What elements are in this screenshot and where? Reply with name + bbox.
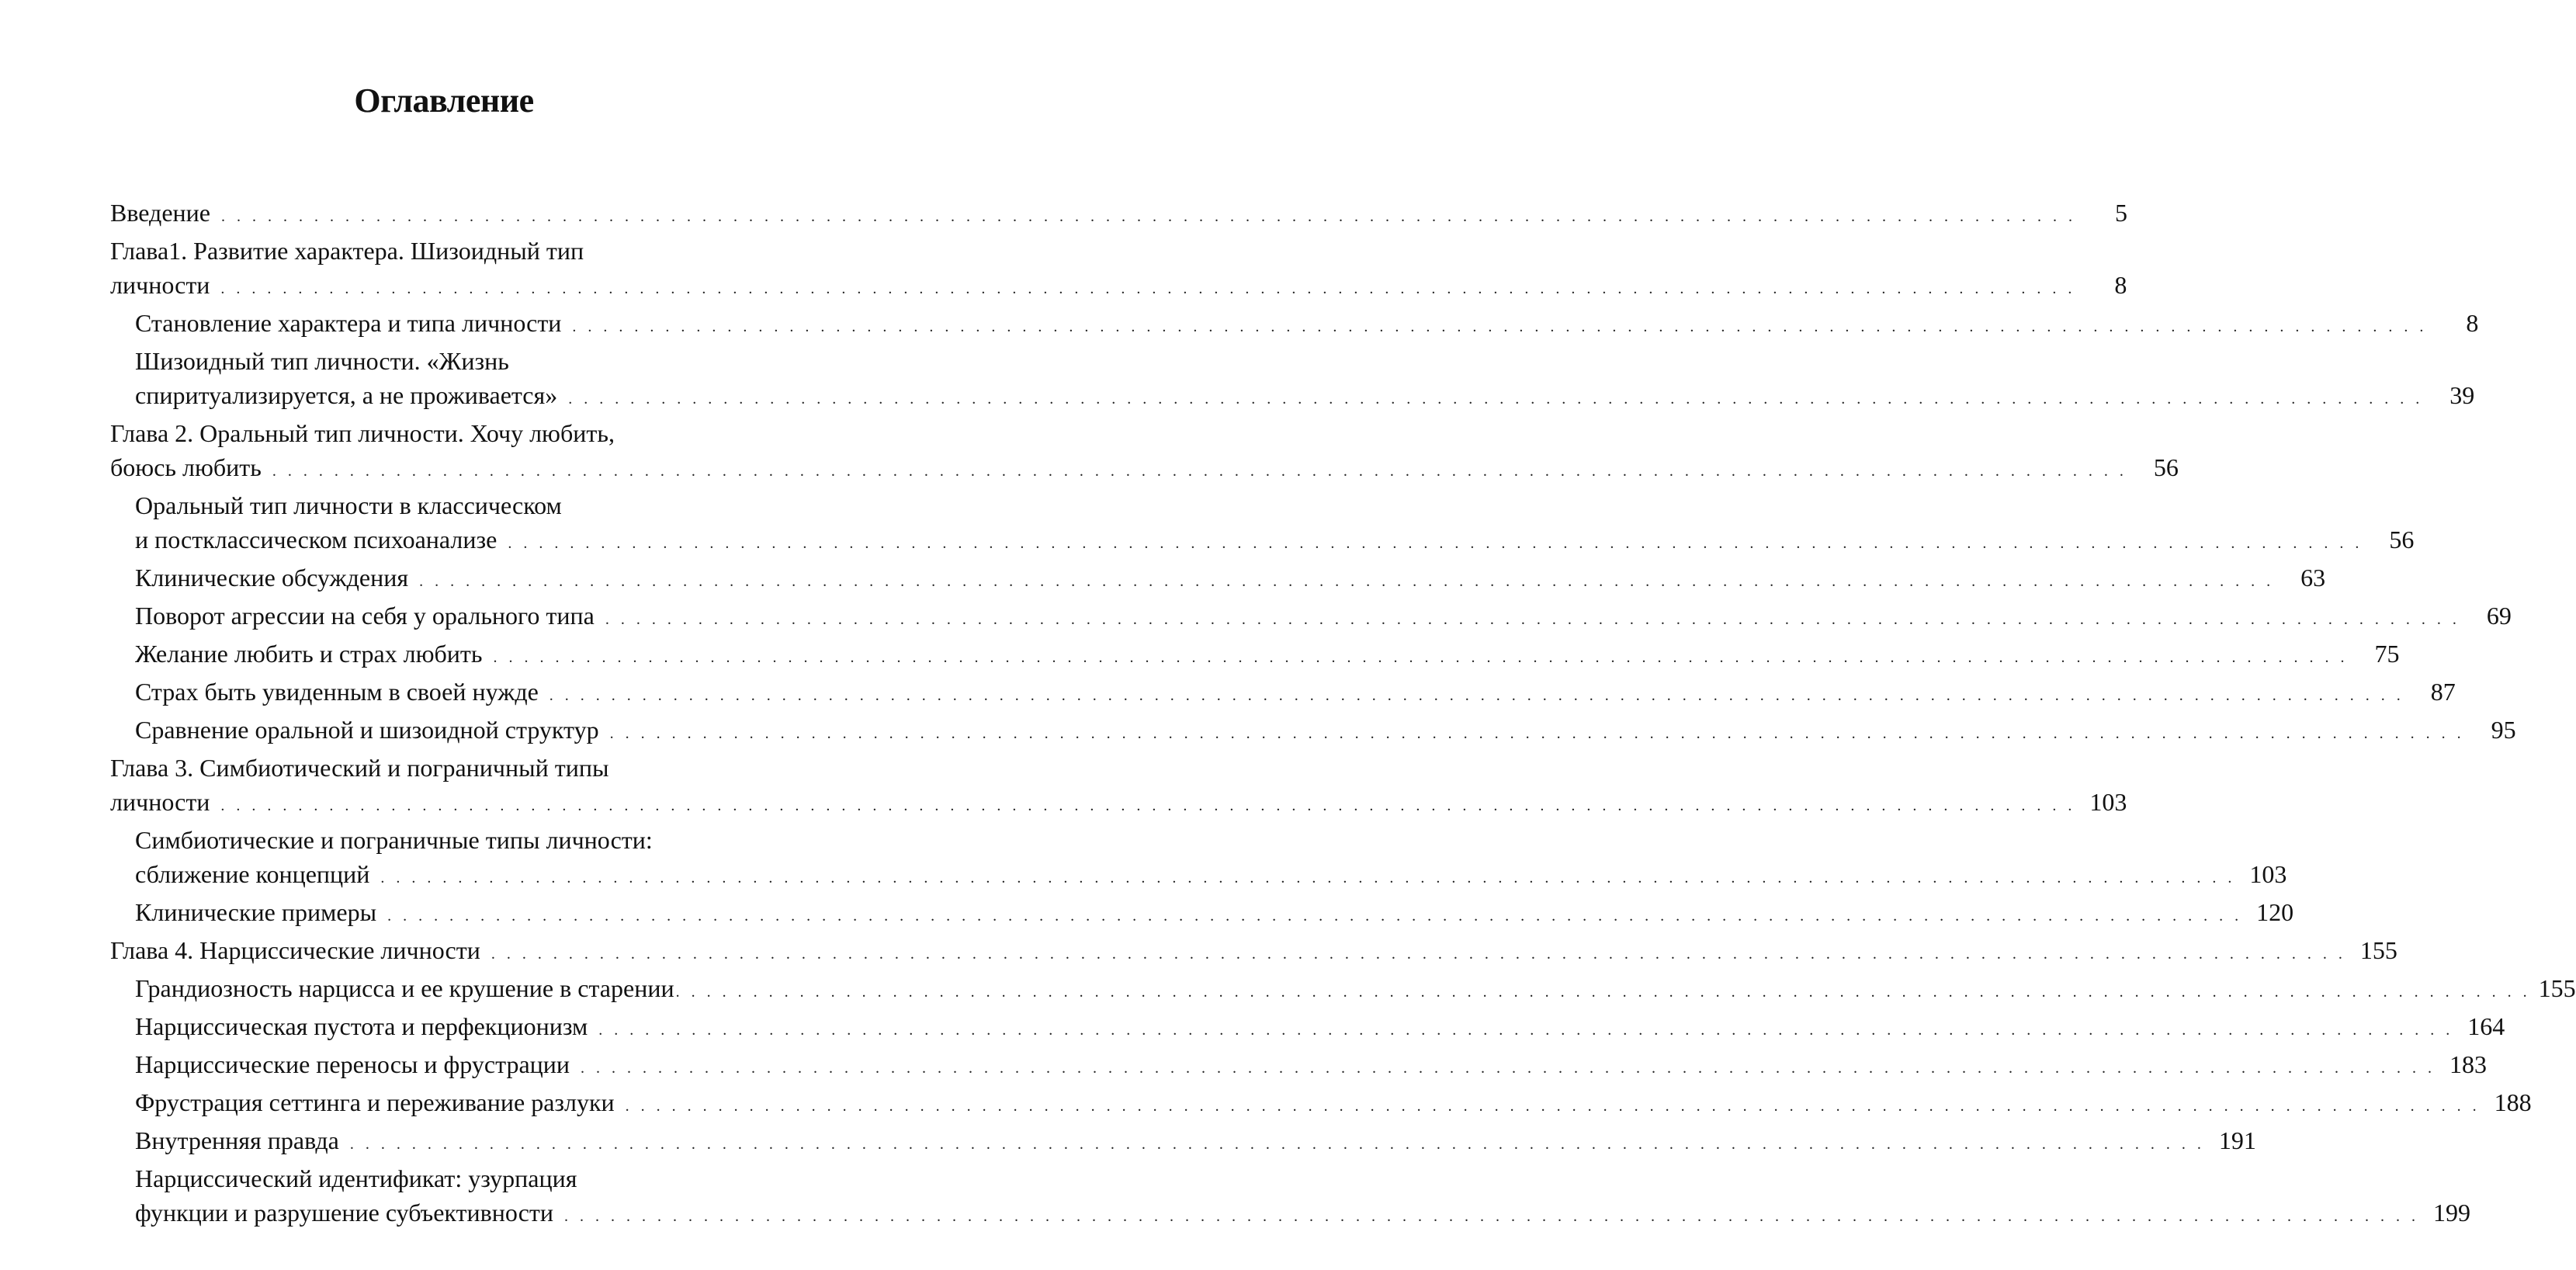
dot-leader: . . . . . . . . . . . . . . . . . . . . . . . . . . . . . . . . . . . . . . . . . . . . . . . . . . . . . . . . . . . . . . . . . . . . . . . . . . . . . . . . . . . . . . . . . . . . . . . . . . . . . . . . . . . . . . . . . . . . . . . . (572, 318, 2428, 335)
toc-page-number: 8 (2114, 271, 2127, 299)
toc-page-number: 39 (2449, 381, 2475, 409)
toc-subsection-entry (110, 1047, 2488, 1085)
page-title: Оглавление (354, 82, 534, 120)
dot-leader: . . . . . . . . . . . . . . . . . . . . . . . . . . . . . . . . . . . . . . . . . . . . . . . . . . . . . . . . . . . . . . . . . . . . . . . . . . . . . . . . . . . . . . . . . . . . . . . . . . . . . . . . . . . . . . . . . . . . . . . . (493, 649, 2349, 666)
toc-entry-title: Поворот агрессии на себя у орального типа (135, 602, 595, 630)
toc-chapter-entry (110, 234, 2127, 306)
toc-entry-title: Становление характера и типа личности (135, 309, 562, 337)
toc-subsection-entry (110, 1085, 2532, 1123)
toc-chapter-entry (110, 416, 2179, 488)
toc-page-number: 63 (2300, 564, 2326, 592)
toc-subsection-entry (110, 971, 2576, 1009)
toc-page-number: 155 (2359, 936, 2397, 964)
dot-leader: . . . . . . . . . . . . . . . . . . . . . . . . . . . . . . . . . . . . . . . . . . . . . . . . . . . . . . . . . . . . . . . . . . . . . . . . . . . . . . . . . . . . . . . . . . . . . . . . . . . . . . . . . . . . . . . . . . . . . . . . (549, 687, 2404, 704)
toc-page-number: 199 (2433, 1199, 2470, 1227)
toc-entry-title: Нарциссическая пустота и перфекционизм (135, 1012, 588, 1040)
dot-leader: . . . . . . . . . . . . . . . . . . . . . . . . . . . . . . . . . . . . . . . . . . . . . . . . . . . . . . . . . . . . . . . . . . . . . . . . . . . . . . . . . . . . . . . . . . . . . . . . . . . . . . . . . . . . . . . . . . . . . . . . (272, 463, 2127, 480)
toc-entry-title-line: Шизоидный тип личности. «Жизнь (135, 347, 509, 375)
toc-page-number: 75 (2374, 640, 2400, 668)
toc-subsection-entry (110, 675, 2456, 713)
toc-page-number: 69 (2486, 602, 2512, 630)
toc-page-number: 155 (2538, 974, 2576, 1002)
toc-page-number: 120 (2256, 898, 2294, 926)
toc-entry-title-line: Нарциссический идентификат: узурпация (135, 1164, 577, 1192)
toc-entry-title: Клинические обсуждения (135, 564, 409, 592)
toc-page-number: 183 (2449, 1050, 2488, 1078)
toc-page-number: 56 (2389, 526, 2415, 553)
toc-page-number: 103 (2089, 788, 2127, 816)
toc-entry-title: Введение (110, 199, 210, 227)
toc-page-number: 188 (2494, 1088, 2532, 1116)
toc-entry-title: боюсь любить (110, 453, 262, 481)
toc-page-number: 164 (2467, 1012, 2505, 1040)
toc-entry-title: сближение концепций (135, 860, 370, 888)
toc-page-number: 191 (2218, 1126, 2256, 1154)
dot-leader: . . . . . . . . . . . . . . . . . . . . . . . . . . . . . . . . . . . . . . . . . . . . . . . . . . . . . . . . . . . . . . . . . . . . . . . . . . . . . . . . . . . . . . . . . . . . . . . . . . . . . . . . . . . . . . . . . . . . . . . . (380, 869, 2236, 887)
toc-entry-title: личности (110, 788, 210, 816)
toc-entry-title-line: Симбиотические и пограничные типы личности: (135, 826, 653, 854)
dot-leader: . . . . . . . . . . . . . . . . . . . . . . . . . . . . . . . . . . . . . . . . . . . . . . . . . . . . . . . . . . . . . . . . . . . . . . . . . . . . . . . . . . . . . . . . . . . . . . . . . . . . . . . . . . . . . . . . . . . . . . . . (609, 725, 2465, 742)
toc-entry-title: Нарциссические переносы и фрустрации (135, 1050, 570, 1078)
dot-leader: . . . . . . . . . . . . . . . . . . . . . . . . . . . . . . . . . . . . . . . . . . . . . . . . . . . . . . . . . . . . . . . . . . . . . . . . . . . . . . . . . . . . . . . . . . . . . . . . . . . . . . . . . . . . . . . . . . . . . . . . (491, 946, 2346, 963)
dot-leader: . . . . . . . . . . . . . . . . . . . . . . . . . . . . . . . . . . . . . . . . . . . . . . . . . . . . . . . . . . . . . . . . . . . . . . . . . . . . . . . . . . . . . . . . . . . . . . . . . . . . . . . . . . . . . . . . . . . . . . . . (508, 535, 2363, 552)
dot-leader: . . . . . . . . . . . . . . . . . . . . . . . . . . . . . . . . . . . . . . . . . . . . . . . . . . . . . . . . . . . . . . . . . . . . . . . . . . . . . . . . . . . . . . . . . . . . . . . . . . . . . . . . . . . . . . . . . . . . . . . . (675, 984, 2531, 1001)
toc-entry-title-line: Оральный тип личности в классическом (135, 491, 562, 519)
toc-entry-title-line: Глава1. Развитие характера. Шизоидный тип (110, 237, 584, 265)
toc-page-number: 8 (2466, 309, 2479, 337)
toc-subsection-entry (110, 306, 2479, 344)
toc-subsection-entry (110, 1161, 2470, 1234)
toc-entry-title-line: Глава 3. Симбиотический и пограничный типы (110, 754, 609, 782)
toc-entry-title: Фрустрация сеттинга и переживание разлуки (135, 1088, 615, 1116)
toc-entry-title: спиритуализируется, а не проживается» (135, 381, 558, 409)
toc-entry-title: Грандиозность нарцисса и ее крушение в старении (135, 974, 674, 1002)
toc-page-number: 56 (2153, 453, 2179, 481)
toc-subsection-entry (110, 599, 2512, 637)
toc-entry-title: Глава 4. Нарциссические личности (110, 936, 480, 964)
toc-entry-title: и постклассическом психоанализе (135, 526, 498, 553)
toc-entry-title: Клинические примеры (135, 898, 377, 926)
toc-chapter-entry (110, 751, 2127, 823)
toc-subsection-entry (110, 823, 2287, 895)
dot-leader: . . . . . . . . . . . . . . . . . . . . . . . . . . . . . . . . . . . . . . . . . . . . . . . . . . . . . . . . . . . . . . . . . . . . . . . . . . . . . . . . . . . . . . . . . . . . . . . . . . . . . . . . . . . . . . . . . . . . . . . . (220, 280, 2076, 297)
dot-leader: . . . . . . . . . . . . . . . . . . . . . . . . . . . . . . . . . . . . . . . . . . . . . . . . . . . . . . . . . . . . . . . . . . . . . . . . . . . . . . . . . . . . . . . . . . . . . . . . . . . . . . . . . . . . . . . . . . . . . . . . (598, 1022, 2454, 1039)
dot-leader: . . . . . . . . . . . . . . . . . . . . . . . . . . . . . . . . . . . . . . . . . . . . . . . . . . . . . . . . . . . . . . . . . . . . . . . . . . . . . . . . . . . . . . . . . . . . . . . . . . . . . . . . . . . . . . . . . . . . . . . . (564, 1208, 2419, 1225)
toc-entry-title: личности (110, 271, 210, 299)
toc-chapter-entry (110, 196, 2127, 234)
dot-leader: . . . . . . . . . . . . . . . . . . . . . . . . . . . . . . . . . . . . . . . . . . . . . . . . . . . . . . . . . . . . . . . . . . . . . . . . . . . . . . . . . . . . . . . . . . . . . . . . . . . . . . . . . . . . . . . . . . . . . . . . (349, 1136, 2205, 1153)
toc-page-number: 95 (2491, 716, 2516, 744)
dot-leader: . . . . . . . . . . . . . . . . . . . . . . . . . . . . . . . . . . . . . . . . . . . . . . . . . . . . . . . . . . . . . . . . . . . . . . . . . . . . . . . . . . . . . . . . . . . . . . . . . . . . . . . . . . . . . . . . . . . . . . . . (568, 390, 2424, 408)
toc-subsection-entry (110, 1123, 2256, 1161)
dot-leader: . . . . . . . . . . . . . . . . . . . . . . . . . . . . . . . . . . . . . . . . . . . . . . . . . . . . . . . . . . . . . . . . . . . . . . . . . . . . . . . . . . . . . . . . . . . . . . . . . . . . . . . . . . . . . . . . . . . . . . . . (605, 611, 2460, 628)
toc-entry-title: функции и разрушение субъективности (135, 1199, 553, 1227)
toc-subsection-entry (110, 560, 2326, 599)
toc-entry-title: Сравнение оральной и шизоидной структур (135, 716, 599, 744)
toc-entry-title: Желание любить и страх любить (135, 640, 483, 668)
toc-subsection-entry (110, 713, 2516, 751)
dot-leader: . . . . . . . . . . . . . . . . . . . . . . . . . . . . . . . . . . . . . . . . . . . . . . . . . . . . . . . . . . . . . . . . . . . . . . . . . . . . . . . . . . . . . . . . . . . . . . . . . . . . . . . . . . . . . . . . . . . . . . . . (625, 1098, 2481, 1115)
dot-leader: . . . . . . . . . . . . . . . . . . . . . . . . . . . . . . . . . . . . . . . . . . . . . . . . . . . . . . . . . . . . . . . . . . . . . . . . . . . . . . . . . . . . . . . . . . . . . . . . . . . . . . . . . . . . . . . . . . . . . . . . (387, 907, 2243, 925)
dot-leader: . . . . . . . . . . . . . . . . . . . . . . . . . . . . . . . . . . . . . . . . . . . . . . . . . . . . . . . . . . . . . . . . . . . . . . . . . . . . . . . . . . . . . . . . . . . . . . . . . . . . . . . . . . . . . . . . . . . . . . . . (581, 1060, 2436, 1077)
toc-entry-title: Страх быть увиденным в своей нужде (135, 678, 539, 706)
toc-page-number: 103 (2249, 860, 2287, 888)
table-of-contents (110, 196, 2576, 1234)
toc-chapter-entry (110, 933, 2397, 971)
dot-leader: . . . . . . . . . . . . . . . . . . . . . . . . . . . . . . . . . . . . . . . . . . . . . . . . . . . . . . . . . . . . . . . . . . . . . . . . . . . . . . . . . . . . . . . . . . . . . . . . . . . . . . . . . . . . . . . . . . . . . . . . (220, 208, 2076, 225)
dot-leader: . . . . . . . . . . . . . . . . . . . . . . . . . . . . . . . . . . . . . . . . . . . . . . . . . . . . . . . . . . . . . . . . . . . . . . . . . . . . . . . . . . . . . . . . . . . . . . . . . . . . . . . . . . . . . . . . . . . . . . . . (419, 573, 2275, 590)
toc-page-number: 87 (2430, 678, 2456, 706)
toc-subsection-entry (110, 344, 2475, 416)
toc-subsection-entry (110, 637, 2400, 675)
toc-entry-title: Внутренняя правда (135, 1126, 339, 1154)
toc-page-number: 5 (2114, 199, 2127, 227)
toc-subsection-entry (110, 1009, 2505, 1047)
toc-entry-title-line: Глава 2. Оральный тип личности. Хочу любить, (110, 419, 615, 447)
dot-leader: . . . . . . . . . . . . . . . . . . . . . . . . . . . . . . . . . . . . . . . . . . . . . . . . . . . . . . . . . . . . . . . . . . . . . . . . . . . . . . . . . . . . . . . . . . . . . . . . . . . . . . . . . . . . . . . . . . . . . . . . (220, 797, 2076, 814)
toc-subsection-entry (110, 895, 2294, 933)
toc-subsection-entry (110, 488, 2415, 560)
